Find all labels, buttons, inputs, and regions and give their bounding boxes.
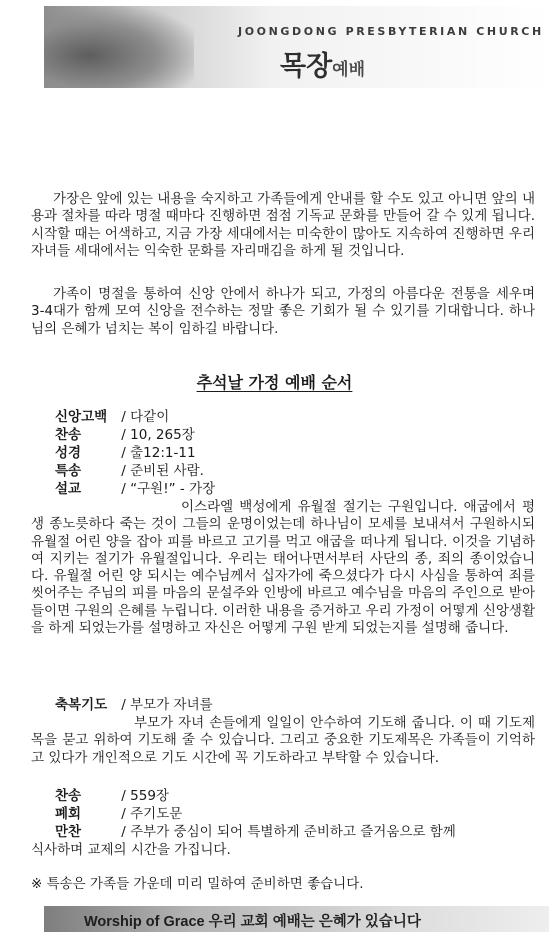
service-title-suffix: 예배 bbox=[332, 60, 366, 80]
creed-label: 신앙고백 bbox=[55, 409, 108, 425]
church-name: JOONGDONG PRESBYTERIAN CHURCH bbox=[238, 25, 544, 38]
closing-label: 폐회 bbox=[55, 806, 82, 822]
separator: / bbox=[117, 697, 131, 713]
creed-item bbox=[55, 409, 169, 426]
blessing-item bbox=[55, 697, 213, 714]
header-banner bbox=[44, 6, 549, 88]
order-title: 추석날 가정 예배 순서 bbox=[196, 373, 353, 392]
creed-value: 다같이 bbox=[130, 409, 170, 425]
special-song-label: 특송 bbox=[55, 463, 82, 479]
hymn-label: 찬송 bbox=[55, 427, 82, 443]
separator: / bbox=[117, 806, 131, 822]
closing-value: 주기도문 bbox=[130, 806, 183, 822]
separator: / bbox=[117, 824, 131, 840]
footer-banner bbox=[44, 906, 549, 932]
bible-image bbox=[44, 6, 194, 88]
closing-item bbox=[55, 806, 182, 823]
blessing-value: 부모가 자녀를 bbox=[130, 697, 213, 713]
hymn-item bbox=[55, 427, 195, 444]
closing-hymn-label: 찬송 bbox=[55, 788, 82, 804]
scripture-item bbox=[55, 445, 196, 462]
hymn-value: 10, 265장 bbox=[130, 427, 195, 443]
fellowship-item bbox=[55, 824, 456, 841]
intro-paragraph-2: 가족이 명절을 통하여 신앙 안에서 하나가 되고, 가정의 아름다운 전통을 세우며 3-4대가 함께 모여 신앙을 전수하는 정말 좋은 기회가 될 수 있기를 기대합니다. 하나님의 은혜가 넘치는 복이 임하길 바랍니다. bbox=[31, 286, 535, 337]
sermon-text: 이스라엘 백성에게 유월절 절기는 구원입니다. 애굽에서 평생 종노릇하다 죽는 것이 그들의 운명이었는데 하나님이 모세를 보내셔서 구원하시되 유월절 어린 양을 잡아 피를 바르고 고기를 먹고 애굽을 떠나게 됩니다. 이것을 기념하여 지키는 절기가 유월절입니다. 우리는 태어나면서부터 사단의 종, 죄의 종이었습니다. 유월절 어린 양 되시는 예수님께서 십자가에 죽으셨다가 다시 사심을 통하여 죄를 씻어주는 주님의 피를 마음의 문설주와 인방에 바르고 예수님을 마음의 주인으로 받아들이면 구원의 은혜를 누립니다. 이러한 내용을 증거하고 우리 가정이 어떻게 신앙생활을 하게 되었는가를 설명하고 자신은 어떻게 구원 받게 되었는지를 설명해 줍니다. bbox=[31, 499, 535, 637]
separator: / bbox=[117, 463, 131, 479]
intro-paragraph-1: 가장은 앞에 있는 내용을 숙지하고 가족들에게 안내를 할 수도 있고 아니면 앞의 내용과 절차를 따라 명절 때마다 진행하면 점점 기독교 문화를 만들어 갈 수 있게 됩니다. 시작할 때는 어색하고, 지금 가장 세대에서는 미숙한이 많아도 지속하여 진행하면 우리 자녀들 세대에서는 익숙한 문화를 자리매김을 하게 될 것입니다. bbox=[31, 191, 535, 259]
sermon-value: “구원!” - 가장 bbox=[130, 481, 216, 497]
blessing-text: 부모가 자녀 손들에게 일일이 안수하여 기도해 줍니다. 이 때 기도제목을 묻고 위하여 기도해 줄 수 있습니다. 그리고 중요한 기도제목은 가족들이 기억하고 있다가 개인적으로 기도 시간에 꼭 기도하라고 부탁할 수 있습니다. bbox=[31, 715, 535, 766]
separator: / bbox=[117, 481, 131, 497]
separator: / bbox=[117, 427, 131, 443]
sermon-label: 설교 bbox=[55, 481, 82, 497]
footnote: ※ 특송은 가족들 가운데 미리 밀하여 준비하면 좋습니다. bbox=[31, 876, 364, 892]
blessing-label: 축복기도 bbox=[55, 697, 108, 713]
fellowship-value: 주부가 중심이 되어 특별하게 준비하고 즐거움으로 함께 bbox=[130, 824, 456, 840]
special-song-item bbox=[55, 463, 204, 480]
closing-hymn-value: 559장 bbox=[130, 788, 169, 804]
footer-slogan: Worship of Grace 우리 교회 예배는 은혜가 있습니다 bbox=[84, 914, 421, 930]
service-title-main: 목장 bbox=[280, 51, 333, 82]
fellowship-continued: 식사하며 교제의 시간을 가집니다. bbox=[31, 842, 231, 858]
service-title bbox=[280, 44, 365, 83]
separator: / bbox=[117, 409, 131, 425]
sermon-item bbox=[55, 481, 215, 498]
special-song-value: 준비된 사람. bbox=[130, 463, 204, 479]
separator: / bbox=[117, 788, 131, 804]
scripture-label: 성경 bbox=[55, 445, 82, 461]
closing-hymn-item bbox=[55, 788, 169, 805]
fellowship-label: 만찬 bbox=[55, 824, 82, 840]
separator: / bbox=[117, 445, 131, 461]
scripture-value: 출12:1-11 bbox=[130, 445, 196, 461]
